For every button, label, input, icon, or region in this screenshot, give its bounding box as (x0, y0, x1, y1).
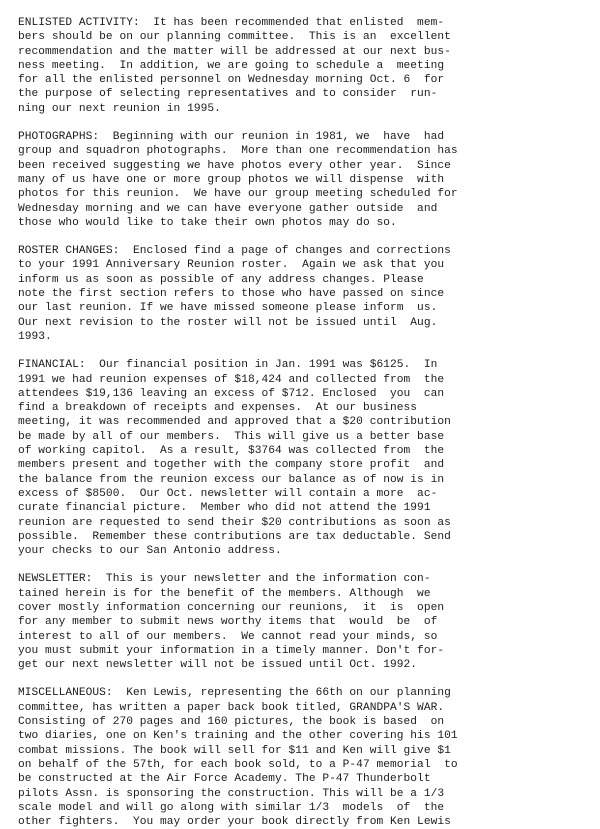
text-line: Wednesday morning and we can have everyone gather outside and (18, 202, 438, 215)
text-line: tained herein is for the benefit of the members. Although we (18, 587, 431, 600)
text-line: PHOTOGRAPHS: Beginning with our reunion in 1981, we have had (18, 131, 445, 144)
text-line: our last reunion. If we have missed someone please inform us. (18, 302, 438, 315)
text-line: pilots Assn. is sponsoring the construction. This will be a 1/3 (18, 787, 445, 800)
text-line: inform us as soon as possible of any address changes. Please (18, 273, 424, 286)
text-line: meeting, it was recommended and approved that a $20 contribution (18, 416, 451, 429)
text-line: be made by all of our members. This will give us a better base (18, 430, 445, 443)
text-line: scale model and will go along with similar 1/3 models of the (18, 801, 445, 814)
text-line: curate financial picture. Member who did not attend the 1991 (18, 502, 431, 515)
text-line: ROSTER CHANGES: Enclosed find a page of changes and corrections (18, 245, 451, 258)
text-line: committee, has written a paper back book titled, GRANDPA'S WAR. (18, 701, 445, 714)
paragraph-roster-changes (18, 244, 594, 344)
text-line: ENLISTED ACTIVITY: It has been recommended that enlisted mem- (18, 17, 445, 29)
text-line: your checks to our San Antonio address. (18, 545, 282, 558)
text-line: recommendation and the matter will be addressed at our next bus- (18, 45, 451, 58)
text-line: cover mostly information concerning our reunions, it is open (18, 601, 445, 614)
text-line: to your 1991 Anniversary Reunion roster. Again we ask that you (18, 259, 445, 272)
text-line: bers should be on our planning committee. This is an excellent (18, 31, 451, 44)
text-line: Our next revision to the roster will not be issued until Aug. (18, 316, 438, 329)
text-line: get our next newsletter will not be issued until Oct. 1992. (18, 659, 418, 672)
text-line: members present and together with the company store profit and (18, 459, 445, 472)
text-line: the balance from the reunion excess our balance as of now is in (18, 473, 445, 486)
text-line: interest to all of our members. We cannot read your minds, so (18, 630, 438, 643)
paragraph-financial (18, 358, 594, 558)
document-body (18, 16, 594, 829)
text-line: other fighters. You may order your book directly from Ken Lewis (18, 816, 451, 829)
text-line: find a breakdown of receipts and expenses. At our business (18, 402, 418, 415)
text-line: those who would like to take their own photos may do so. (18, 216, 397, 229)
text-line: note the first section refers to those who have passed on since (18, 288, 445, 301)
text-line: two diaries, one on Ken's training and the other covering his 101 (18, 730, 458, 743)
text-line: of working capitol. As a result, $3764 was collected from the (18, 445, 445, 458)
text-line: MISCELLANEOUS: Ken Lewis, representing the 66th on our planning (18, 687, 451, 700)
text-line: for all the enlisted personnel on Wednesday morning Oct. 6 for (18, 74, 445, 87)
text-line: you must submit your information in a timely manner. Don't for- (18, 644, 445, 657)
paragraph-enlisted-activity (18, 16, 594, 116)
text-line: on behalf of the 57th, for each book sold, to a P-47 memorial to (18, 758, 458, 771)
text-line: combat missions. The book will sell for $11 and Ken will give $1 (18, 744, 451, 757)
text-line: attendees $19,136 leaving an excess of $712. Enclosed you can (18, 387, 445, 400)
text-line: many of us have one or more group photos we will dispense with (18, 173, 445, 186)
text-line: 1993. (18, 330, 52, 343)
text-line: FINANCIAL: Our financial position in Jan. 1991 was $6125. In (18, 359, 438, 372)
text-line: been received suggesting we have photos every other year. Since (18, 159, 451, 172)
text-line: photos for this reunion. We have our group meeting scheduled for (18, 188, 458, 201)
text-line: group and squadron photographs. More than one recommendation has (18, 145, 458, 158)
text-line: Consisting of 270 pages and 160 pictures, the book is based on (18, 716, 445, 729)
text-line: possible. Remember these contributions are tax deductable. Send (18, 530, 451, 543)
text-line: for any member to submit news worthy items that would be of (18, 616, 438, 629)
text-line: 1991 we had reunion expenses of $18,424 and collected from the (18, 373, 445, 386)
paragraph-photographs (18, 130, 594, 230)
paragraph-newsletter (18, 572, 594, 672)
text-line: ness meeting. In addition, we are going to schedule a meeting (18, 59, 445, 72)
text-line: be constructed at the Air Force Academy. The P-47 Thunderbolt (18, 773, 431, 786)
text-line: NEWSLETTER: This is your newsletter and the information con- (18, 573, 431, 586)
text-line: excess of $8500. Our Oct. newsletter will contain a more ac- (18, 487, 438, 500)
paragraph-miscellaneous (18, 686, 594, 829)
text-line: reunion are requested to send their $20 contributions as soon as (18, 516, 451, 529)
text-line: ning our next reunion in 1995. (18, 102, 221, 115)
text-line: the purpose of selecting representatives and to consider run- (18, 88, 438, 101)
